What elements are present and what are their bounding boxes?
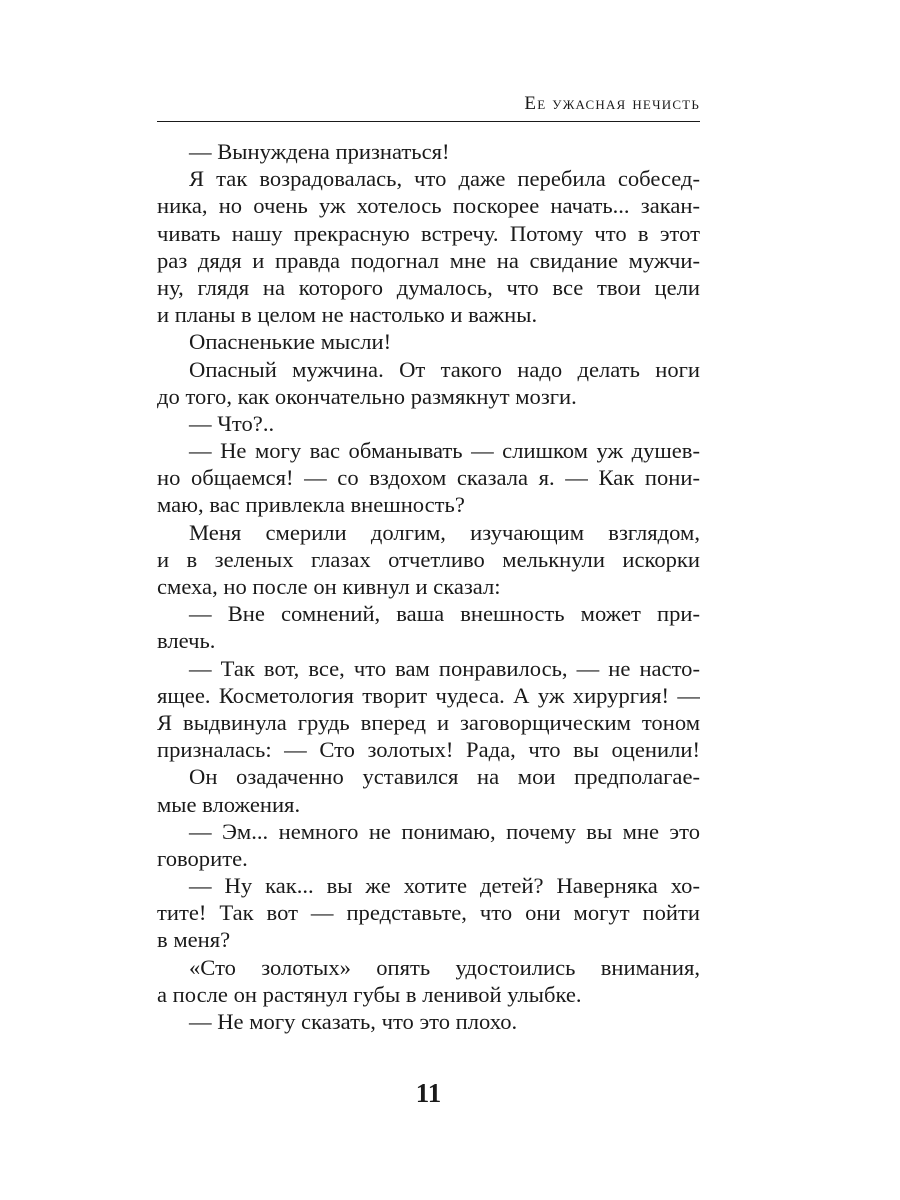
text-line: Я так возрадовалась, что даже перебила собесед- (189, 166, 700, 192)
text-line: Я выдвинула грудь вперед и заговорщическим тоном (157, 709, 700, 735)
page-number: 11 (415, 1078, 442, 1108)
text-line: Опасненькие мысли! (189, 329, 392, 355)
text-line: и в зеленых глазах отчетливо мелькнули искорки (157, 546, 700, 572)
text-line: — Ну как... вы же хотите детей? Наверняка хо- (189, 873, 700, 899)
text-line: Он озадаченно уставился на мои предполагае- (189, 764, 700, 790)
text-line: говорите. (157, 845, 248, 871)
text-line: чивать нашу прекрасную встречу. Потому что в этот (157, 220, 700, 246)
text-line: — Вынуждена признаться! (189, 139, 450, 164)
text-line: ну, глядя на которого думалось, что все твои цели (157, 274, 700, 300)
text-line: влечь. (157, 628, 216, 654)
body-text (157, 138, 700, 1035)
text-line: призналась: — Сто золотых! Рада, что вы оценили! (157, 737, 700, 763)
text-line: — Не могу сказать, что это плохо. (189, 1009, 518, 1034)
text-line: до того, как окончательно размякнут мозги. (157, 383, 577, 409)
text-line: — Вне сомнений, ваша внешность может при- (189, 601, 700, 627)
text-line: но общаемся! — со вздохом сказала я. — Как пони- (157, 465, 700, 491)
text-line: — Что?.. (189, 410, 275, 436)
text-line: ящее. Косметология творит чудеса. А уж хирургия! — (157, 682, 700, 708)
text-line: раз дядя и правда подогнал мне на свидание мужчи- (157, 247, 700, 273)
text-line: и планы в целом не настолько и важны. (157, 302, 538, 328)
text-line: тите! Так вот — представьте, что они могут пойти (157, 900, 700, 926)
text-line: ника, но очень уж хотелось поскорее начать... закан- (157, 193, 700, 219)
text-line: Опасный мужчина. От такого надо делать ноги (189, 356, 700, 382)
header-rule (157, 121, 700, 122)
text-line: Меня смерили долгим, изучающим взглядом, (189, 519, 700, 545)
text-line: в меня? (157, 927, 231, 953)
text-line: «Сто золотых» опять удостоились внимания, (189, 954, 700, 980)
text-line: — Эм... немного не понимаю, почему вы мне это (189, 818, 700, 844)
text-line: маю, вас привлекла внешность? (157, 492, 465, 518)
text-line: а после он растянул губы в ленивой улыбке. (157, 981, 582, 1007)
text-line: мые вложения. (157, 791, 301, 817)
text-line: — Не могу вас обманывать — слишком уж душев- (189, 438, 700, 464)
running-head: Ее ужасная нечисть (524, 93, 700, 114)
text-line: — Так вот, все, что вам понравилось, — не насто- (189, 655, 700, 681)
text-line: смеха, но после он кивнул и сказал: (157, 574, 501, 599)
